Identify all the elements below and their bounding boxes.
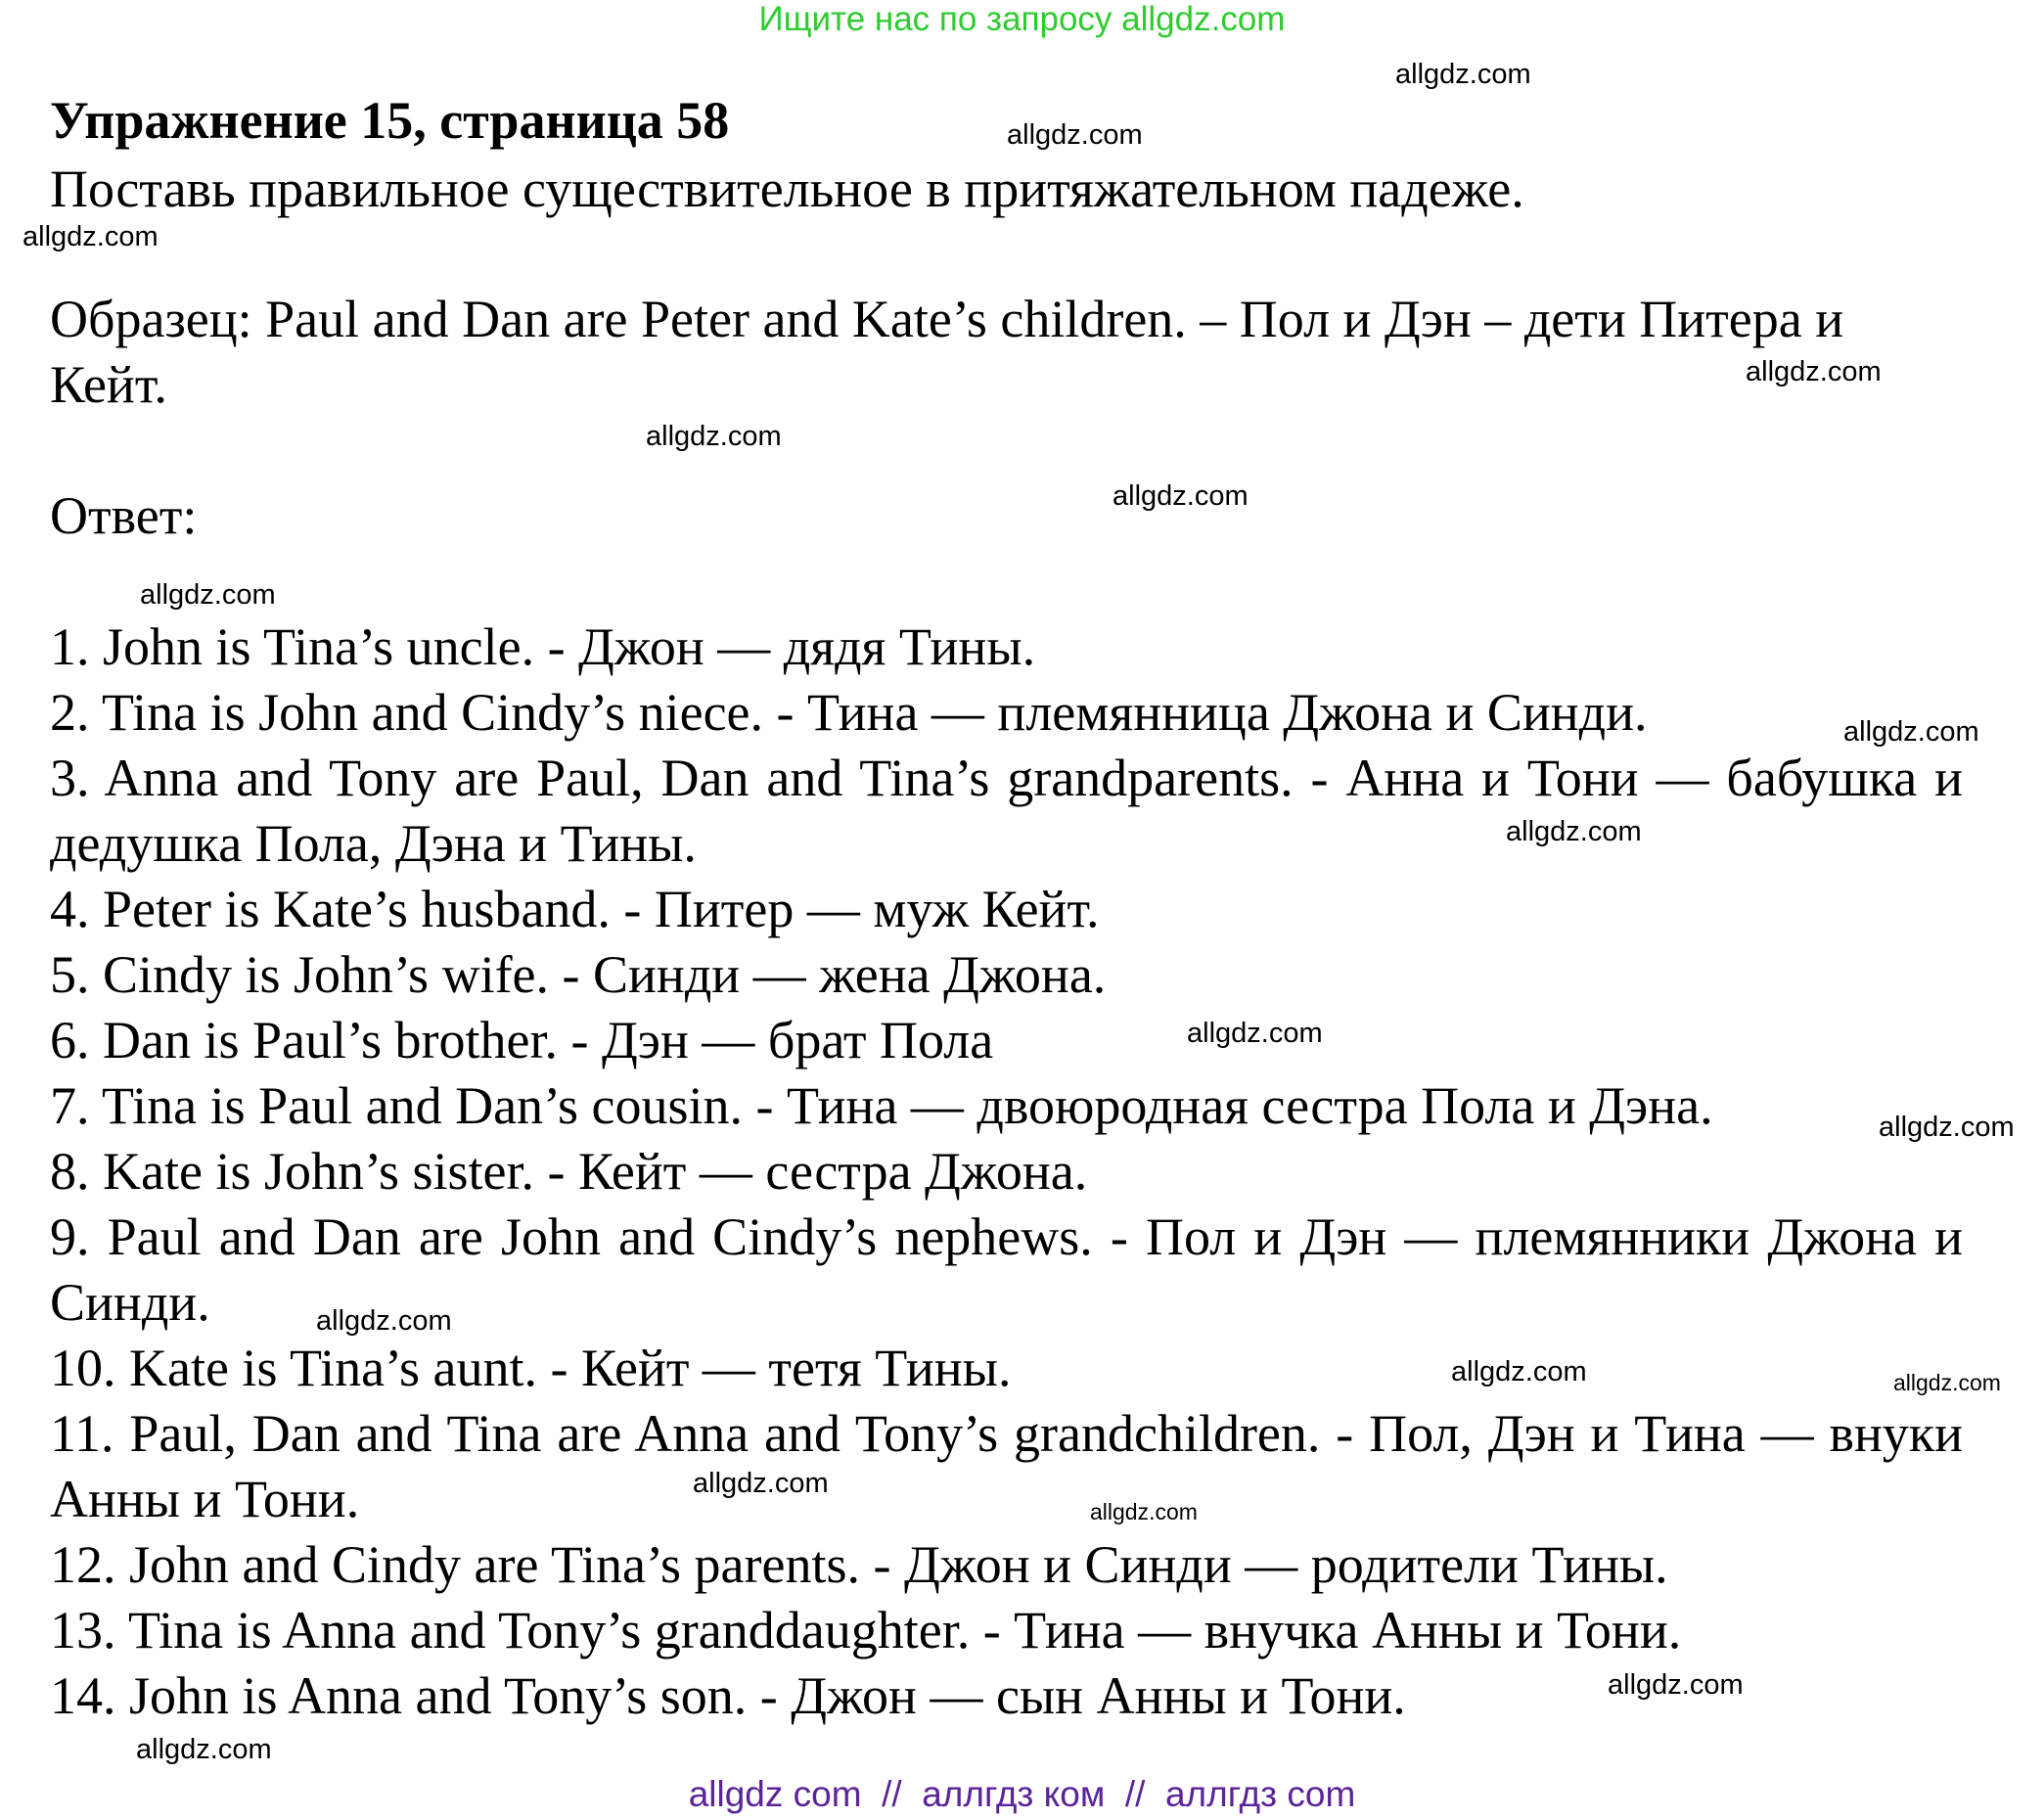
- watermark: allgdz.com: [23, 221, 159, 252]
- watermark: allgdz.com: [1007, 119, 1143, 151]
- search-promo-banner: Ищите нас по запросу allgdz.com: [758, 0, 1286, 38]
- watermark: allgdz.com: [1187, 1018, 1323, 1049]
- watermark: allgdz.com: [1506, 816, 1642, 847]
- answer-item: 11. Paul, Dan and Tina are Anna and Tony’s grandchildren. - Пол, Дэн и Тина — внуки Анны и Тони.: [50, 1404, 1963, 1528]
- answer-item: 2. Tina is John and Cindy’s niece. - Тина — племянница Джона и Синди.: [50, 683, 1648, 742]
- watermark: allgdz.com: [316, 1305, 452, 1337]
- answer-item: 8. Kate is John’s sister. - Кейт — сестра Джона.: [50, 1142, 1088, 1201]
- watermark: allgdz.com: [1879, 1112, 2015, 1143]
- watermark: allgdz.com: [1113, 480, 1249, 512]
- answer-item: 9. Paul and Dan are John and Cindy’s nephews. - Пол и Дэн — племянники Джона и Синди.: [50, 1207, 1963, 1332]
- watermark: allgdz.com: [1395, 59, 1531, 90]
- watermark: allgdz.com: [1090, 1499, 1198, 1524]
- answer-item: 12. John and Cindy are Tina’s parents. - Джон и Синди — родители Тины.: [50, 1535, 1668, 1594]
- watermark: allgdz.com: [1746, 356, 1882, 387]
- bottom-banner: allgdz com // аллгдз ком // аллгдз com: [688, 1774, 1356, 1814]
- watermark: allgdz.com: [646, 421, 782, 452]
- answer-item: 3. Anna and Tony are Paul, Dan and Tina’s grandparents. - Анна и Тони — бабушка и дедушка Пола, Дэна и Тины.: [50, 749, 1963, 873]
- answer-item: 6. Dan is Paul’s brother. - Дэн — брат Пола: [50, 1011, 994, 1069]
- watermark: allgdz.com: [136, 1734, 272, 1765]
- answer-item: 10. Kate is Tina’s aunt. - Кейт — тетя Тины.: [50, 1339, 1012, 1397]
- answer-item: 5. Cindy is John’s wife. - Синди — жена Джона.: [50, 945, 1107, 1004]
- watermark: allgdz.com: [1843, 716, 1979, 748]
- answer-label: Ответ:: [50, 486, 198, 545]
- answer-item: 4. Peter is Kate’s husband. - Питер — муж Кейт.: [50, 880, 1100, 938]
- answer-item: 7. Tina is Paul and Dan’s cousin. - Тина — двоюродная сестра Пола и Дэна.: [50, 1076, 1713, 1135]
- watermark: allgdz.com: [140, 579, 276, 611]
- watermark: allgdz.com: [1608, 1669, 1744, 1701]
- answer-list: [50, 614, 1963, 1729]
- watermark: allgdz.com: [1451, 1356, 1587, 1387]
- page-title: Упражнение 15, страница 58: [50, 91, 730, 150]
- answer-item: 1. John is Tina’s uncle. - Джон — дядя Тины.: [50, 617, 1036, 676]
- answer-item: 13. Tina is Anna and Tony’s granddaughter. - Тина — внучка Анны и Тони.: [50, 1601, 1682, 1660]
- exercise-sample: Образец: Paul and Dan are Peter and Kate’s children. – Пол и Дэн – дети Питера и Кейт.: [50, 290, 1844, 414]
- exercise-instruction: Поставь правильное существительное в притяжательном падеже.: [50, 159, 1524, 218]
- answer-item: 14. John is Anna and Tony’s son. - Джон — сын Анны и Тони.: [50, 1666, 1406, 1725]
- watermark: allgdz.com: [1893, 1370, 2001, 1395]
- watermark: allgdz.com: [693, 1468, 829, 1499]
